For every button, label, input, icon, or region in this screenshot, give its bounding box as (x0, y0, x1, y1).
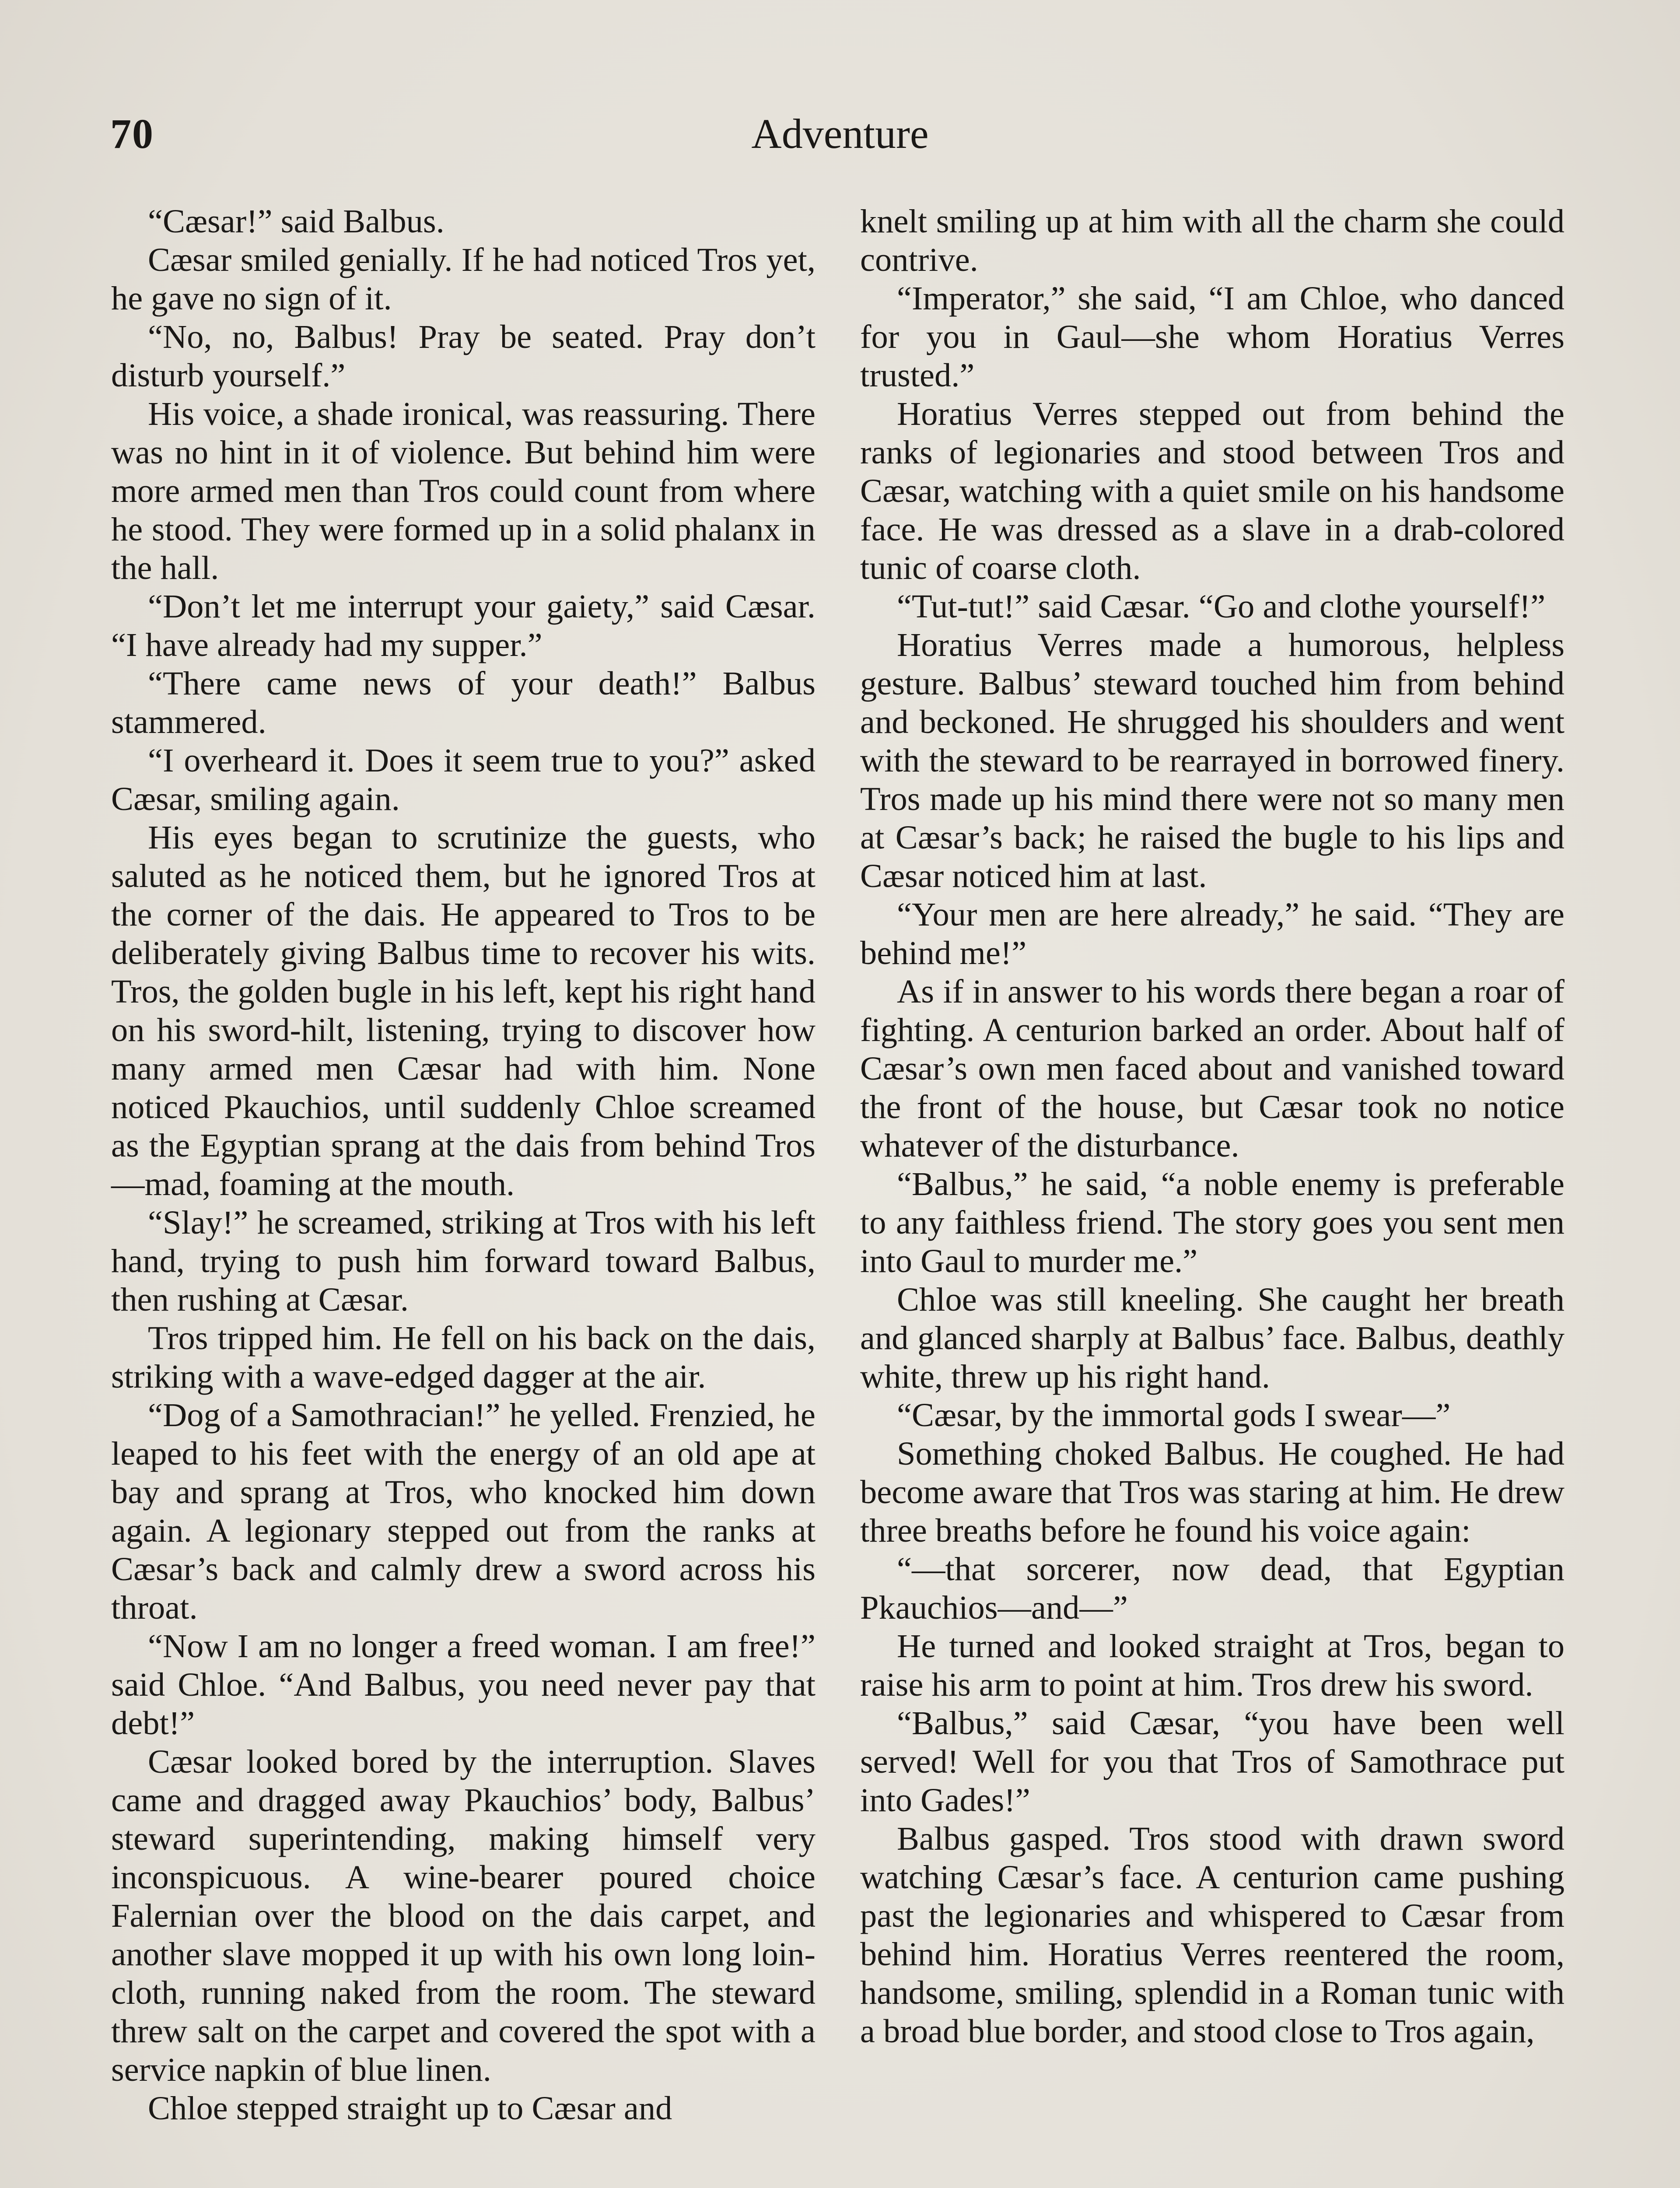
paragraph: “Your men are here already,” he said. “They are behind me!” (860, 896, 1564, 971)
paragraph: “Cæsar, by the immortal gods I swear—” (897, 1396, 1451, 1434)
paragraph: His voice, a shade ironical, was reassuring. There was no hint in it of violence. But behind him were more armed men than Tros could count from where he stood. They were formed up in a solid phalanx in the hall. (111, 395, 816, 586)
paragraph: As if in answer to his words there began a roar of fighting. A centurion barked an order. About half of Cæsar’s own men faced about and vanished toward the front of the house, but Cæsar took no notice whatever of the disturbance. (860, 973, 1564, 1164)
paragraph: “Dog of a Samothracian!” he yelled. Frenzied, he leaped to his feet with the energy of an old ape at bay and sprang at Tros, who knocked him down again. A legionary stepped out from the ranks at Cæsar’s back and calmly drew a sword across his throat. (111, 1396, 816, 1626)
paragraph: Horatius Verres made a humorous, helpless gesture. Balbus’ steward touched him from behind and beckoned. He shrugged his shoulders and went with the steward to be rearrayed in borrowed finery. Tros made up his mind there were not so many men at Cæsar’s back; he raised the bugle to his lips and Cæsar noticed him at last. (860, 626, 1564, 894)
paragraph: “I overheard it. Does it seem true to you?” asked Cæsar, smiling again. (111, 742, 816, 817)
paragraph: “Now I am no longer a freed woman. I am free!” said Chloe. “And Balbus, you need never pay that debt!” (111, 1627, 816, 1742)
paragraph: “No, no, Balbus! Pray be seated. Pray don’t disturb yourself.” (111, 318, 816, 394)
paragraph: Horatius Verres stepped out from behind the ranks of legionaries and stood between Tros and Cæsar, watching with a quiet smile on his handsome face. He was dressed as a slave in a drab-colored tunic of coarse cloth. (860, 395, 1564, 586)
paragraph: “Slay!” he screamed, striking at Tros with his left hand, trying to push him forward toward Balbus, then rushing at Cæsar. (111, 1204, 816, 1318)
paragraph: He turned and looked straight at Tros, began to raise his arm to point at him. Tros drew his sword. (860, 1627, 1564, 1703)
paragraph: “There came news of your death!” Balbus stammered. (111, 665, 816, 740)
running-head-title: Adventure (751, 110, 929, 157)
text-column-left (111, 202, 816, 2128)
paragraph: Chloe stepped straight up to Cæsar and (148, 2090, 672, 2127)
paragraph: Chloe was still kneeling. She caught her breath and glanced sharply at Balbus’ face. Balbus, deathly white, threw up his right hand. (860, 1281, 1564, 1395)
paragraph: “Cæsar!” said Balbus. (148, 203, 444, 240)
paragraph: Cæsar looked bored by the interruption. Slaves came and dragged away Pkauchios’ body, Balbus’ steward superintending, making himself very inconspicuous. A wine-bearer poured choice Falernian over the blood on the dais carpet, and another slave mopped it up with his own long loin-cloth, running naked from the room. The steward threw salt on the carpet and covered the spot with a service napkin of blue linen. (111, 1743, 816, 2088)
page-number: 70 (110, 110, 154, 157)
paragraph: “Balbus,” said Cæsar, “you have been well served! Well for you that Tros of Samothrace put into Gades!” (860, 1704, 1564, 1819)
paragraph: Balbus gasped. Tros stood with drawn sword watching Cæsar’s face. A centurion came pushing past the legionaries and whispered to Cæsar from behind him. Horatius Verres reentered the room, handsome, smiling, splendid in a Roman tunic with a broad blue border, and stood close to Tros again, (860, 1820, 1564, 2050)
text-column-right (860, 202, 1564, 2051)
paragraph: His eyes began to scrutinize the guests, who saluted as he noticed them, but he ignored Tros at the corner of the dais. He appeared to Tros to be deliberately giving Balbus time to recover his wits. Tros, the golden bugle in his left, kept his right hand on his sword-hilt, listening, trying to discover how many armed men Cæsar had with him. None noticed Pkauchios, until suddenly Chloe screamed as the Egyptian sprang at the dais from behind Tros—mad, foaming at the mouth. (111, 819, 816, 1203)
paragraph: “Balbus,” he said, “a noble enemy is preferable to any faithless friend. The story goes you sent men into Gaul to murder me.” (860, 1165, 1564, 1280)
paragraph: “Tut-tut!” said Cæsar. “Go and clothe yourself!” (897, 588, 1546, 625)
paragraph: “Don’t let me interrupt your gaiety,” said Cæsar. “I have already had my supper.” (111, 588, 816, 663)
paragraph: Cæsar smiled genially. If he had noticed Tros yet, he gave no sign of it. (111, 241, 816, 317)
paragraph: “Imperator,” she said, “I am Chloe, who danced for you in Gaul—she whom Horatius Verres trusted.” (860, 280, 1564, 394)
paragraph: “—that sorcerer, now dead, that Egyptian Pkauchios—and—” (860, 1550, 1564, 1626)
paragraph-continued: knelt smiling up at him with all the charm she could contrive. (860, 203, 1564, 278)
paragraph: Tros tripped him. He fell on his back on the dais, striking with a wave-edged dagger at the air. (111, 1319, 816, 1395)
paragraph: Something choked Balbus. He coughed. He had become aware that Tros was staring at him. He drew three breaths before he found his voice again: (860, 1435, 1564, 1549)
